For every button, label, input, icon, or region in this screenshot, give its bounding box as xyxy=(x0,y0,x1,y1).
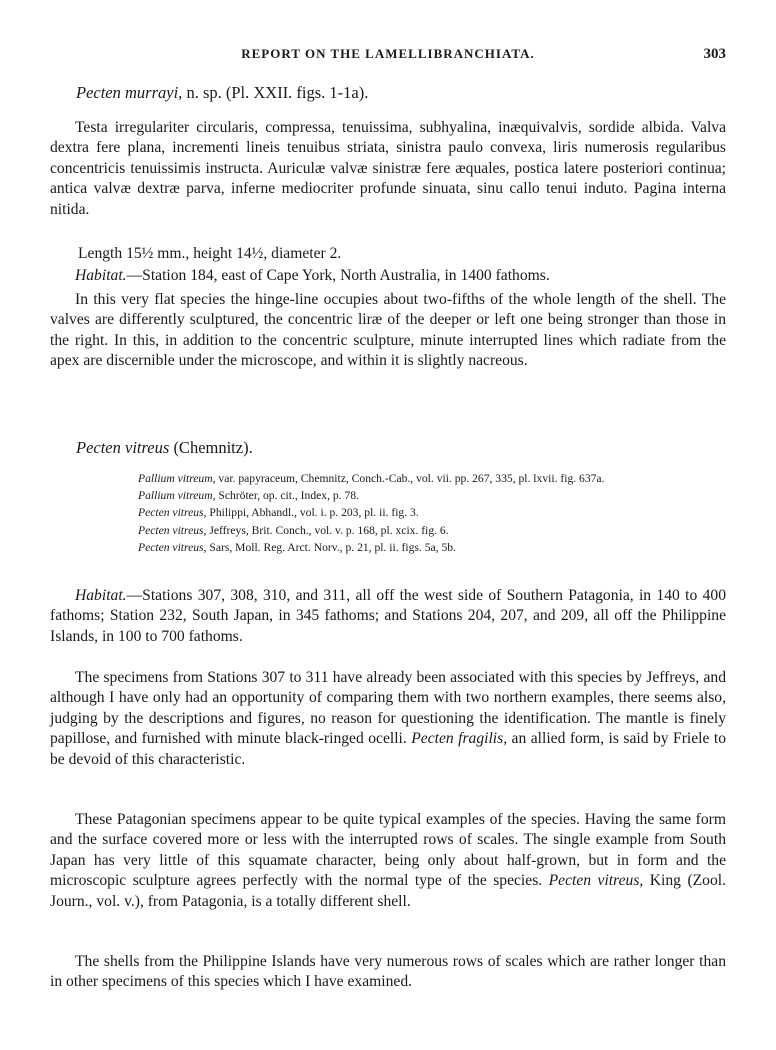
murrayi-heading xyxy=(76,82,726,104)
murrayi-heading-rest: n. sp. (Pl. XXII. figs. 1-1a). xyxy=(182,83,369,102)
synonymy-entry: Pecten vitreus, Philippi, Abhandl., vol. i. p. 203, pl. ii. fig. 3. xyxy=(138,506,419,520)
synonymy-entry: Pallium vitreum, Schröter, op. cit., Index, p. 78. xyxy=(138,489,359,503)
murrayi-remarks: In this very flat species the hinge-line occupies about two-fifths of the whole length of the shell. The valves are differently sculptured, the concentric liræ of the deeper or left one being stronger than those in the right. In this, in addition to the concentric sculpture, minute interrupted lines which radiate from the apex are discernible under the microscope, and within it is slightly nacreous. xyxy=(50,291,726,370)
synonymy-entry: Pecten vitreus, Sars, Moll. Reg. Arct. Norv., p. 21, pl. ii. figs. 5a, 5b. xyxy=(138,540,456,554)
vitreus-paragraph-2: These Patagonian specimens appear to be quite typical examples of the species. Having the same form and the surface covered more or less with the interrupted rows of scales. The single example from South Japan has very little of this squamate character, being only about half-grown, but in form and the microscopic sculpture agrees perfectly with the normal type of the species. Pecten vitreus, King (Zool. Journ., vol. v.), from Patagonia, is a totally different shell. xyxy=(50,811,727,910)
vitreus-habitat xyxy=(50,586,726,647)
murrayi-habitat-text: —Station 184, east of Cape York, North Australia, in 1400 fathoms. xyxy=(126,267,550,284)
vitreus-paragraph-3: The shells from the Philippine Islands have very numerous rows of scales which are rather longer than in other specimens of this species which I have examined. xyxy=(50,953,726,991)
vitreus-synonymy xyxy=(50,470,726,556)
running-header xyxy=(0,46,776,68)
synonymy-entry: Pecten vitreus, Jeffreys, Brit. Conch., vol. v. p. 168, pl. xcix. fig. 6. xyxy=(138,523,449,537)
vitreus-species-name: Pecten vitreus xyxy=(76,438,170,457)
vitreus-paragraph-1: The specimens from Stations 307 to 311 have already been associated with this species by Jeffreys, and although I have only had an opportunity of comparing them with two northern examples, there seems also, judging by the descriptions and figures, no reason for questioning the identification. The mantle is finely papillose, and furnished with minute black-ringed ocelli. Pecten fragilis, an allied form, is said by Friele to be devoid of this characteristic. xyxy=(50,669,727,768)
running-title: REPORT ON THE LAMELLIBRANCHIATA. xyxy=(241,46,535,61)
murrayi-species-name: Pecten murrayi, xyxy=(76,83,183,102)
page-number: 303 xyxy=(703,46,726,62)
synonymy-entry: Pallium vitreum, var. papyraceum, Chemnitz, Conch.-Cab., vol. vii. pp. 267, 335, pl. lxvii. fig. 637a. xyxy=(138,472,605,485)
vitreus-habitat-text: —Stations 307, 308, 310, and 311, all off the west side of Southern Patagonia, in 140 to 400 fathoms; Station 232, South Japan, in 345 fathoms; and Stations 204, 207, and 209, all off the Philippine Islands, in 100 to 700 fathoms. xyxy=(50,587,726,645)
vitreus-heading xyxy=(76,437,726,459)
murrayi-measurements: Length 15½ mm., height 14½, diameter 2. xyxy=(78,245,342,262)
murrayi-latin-description: Testa irregulariter circularis, compressa, tenuissima, subhyalina, inæquivalvis, sordide albida. Valva dextra fere plana, incrementi lineis tenuibus striata, sinistra paulo convexa, liris numerosis regularibus concentricis tenuissimis instructa. Auriculæ valvæ sinistræ fere æquales, postica latere posteriori continua; antica valvæ dextræ parva, inferne mediocriter profunde sinuata, sinu callo tenui induto. Pagina interna nitida. xyxy=(50,119,726,218)
vitreus-habitat-label: Habitat. xyxy=(75,587,127,604)
vitreus-heading-rest: (Chemnitz). xyxy=(169,438,253,457)
murrayi-habitat xyxy=(50,266,726,286)
murrayi-habitat-label: Habitat. xyxy=(75,267,127,284)
